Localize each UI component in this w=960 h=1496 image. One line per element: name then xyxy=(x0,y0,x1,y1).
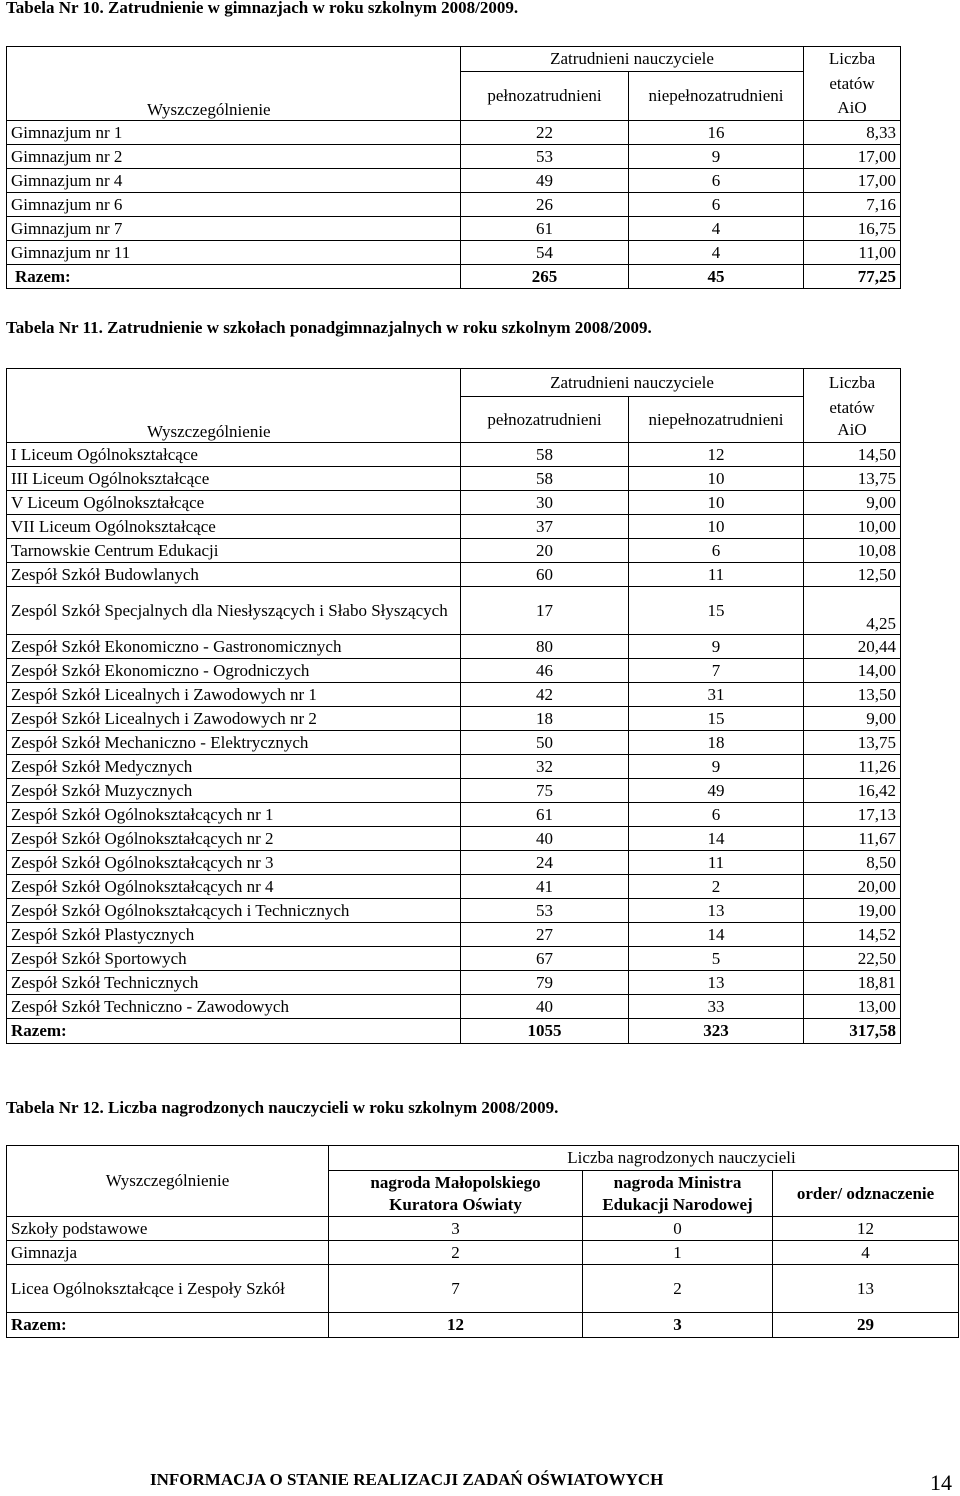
row-etaty: 17,13 xyxy=(804,803,901,827)
row-full: 58 xyxy=(461,467,629,491)
table12-header-group: Liczba nagrodzonych nauczycieli xyxy=(329,1146,959,1171)
row-full: 40 xyxy=(461,827,629,851)
row-name: Zespół Szkół Muzycznych xyxy=(7,779,461,803)
table10-total-part: 45 xyxy=(629,265,804,289)
row-full: 58 xyxy=(461,443,629,467)
table-row xyxy=(7,635,901,659)
row-full: 50 xyxy=(461,731,629,755)
row-etaty: 14,50 xyxy=(804,443,901,467)
table-row xyxy=(7,707,901,731)
table10-total-label: Razem: xyxy=(7,265,461,289)
table11-header-full: pełnozatrudnieni xyxy=(461,397,629,443)
table-row xyxy=(7,121,901,145)
row-etaty: 13,75 xyxy=(804,467,901,491)
row-full: 49 xyxy=(461,169,629,193)
table11-total-row xyxy=(7,1019,901,1044)
row-name: Gimnazja xyxy=(7,1241,329,1265)
row-etaty: 4,25 xyxy=(804,587,901,635)
table10-total-row xyxy=(7,265,901,289)
table11-header-liczba: Liczba xyxy=(804,369,901,397)
row-full: 60 xyxy=(461,563,629,587)
table-row xyxy=(7,563,901,587)
row-etaty: 20,00 xyxy=(804,875,901,899)
row-etaty: 19,00 xyxy=(804,899,901,923)
page-number: 14 xyxy=(930,1470,952,1495)
row-full: 79 xyxy=(461,971,629,995)
table-row xyxy=(7,1241,959,1265)
row-etaty: 10,08 xyxy=(804,539,901,563)
row-part: 4 xyxy=(629,217,804,241)
table-row xyxy=(7,515,901,539)
row-part: 33 xyxy=(629,995,804,1019)
row-name: Zespół Szkół Techniczno - Zawodowych xyxy=(7,995,461,1019)
row-part: 9 xyxy=(629,755,804,779)
row-full: 18 xyxy=(461,707,629,731)
table-row xyxy=(7,899,901,923)
row-c: 4 xyxy=(773,1241,959,1265)
table-row xyxy=(7,755,901,779)
row-part: 7 xyxy=(629,659,804,683)
row-etaty: 13,00 xyxy=(804,995,901,1019)
table12-total-b: 3 xyxy=(583,1313,773,1338)
row-part: 10 xyxy=(629,491,804,515)
row-name: Zespół Szkół Licealnych i Zawodowych nr 2 xyxy=(7,707,461,731)
row-etaty: 9,00 xyxy=(804,491,901,515)
table-row xyxy=(7,803,901,827)
table10 xyxy=(6,46,901,289)
row-part: 14 xyxy=(629,923,804,947)
row-full: 61 xyxy=(461,217,629,241)
row-etaty: 20,44 xyxy=(804,635,901,659)
table-row xyxy=(7,779,901,803)
table-row xyxy=(7,193,901,217)
row-part: 6 xyxy=(629,803,804,827)
row-full: 80 xyxy=(461,635,629,659)
row-full: 30 xyxy=(461,491,629,515)
row-full: 27 xyxy=(461,923,629,947)
table12-header-col1: nagroda Małopolskiego Kuratora Oświaty xyxy=(329,1171,583,1217)
row-part: 13 xyxy=(629,899,804,923)
row-name: Gimnazjum nr 2 xyxy=(7,145,461,169)
row-b: 1 xyxy=(583,1241,773,1265)
row-name: Szkoły podstawowe xyxy=(7,1217,329,1241)
row-full: 53 xyxy=(461,145,629,169)
row-full: 20 xyxy=(461,539,629,563)
table12-header-col3: order/ odznaczenie xyxy=(773,1171,959,1217)
row-name: Zespół Szkół Budowlanych xyxy=(7,563,461,587)
row-name: Gimnazjum nr 4 xyxy=(7,169,461,193)
table10-header-liczba: Liczba xyxy=(804,47,901,72)
table11-total-label: Razem: xyxy=(7,1019,461,1044)
table-row xyxy=(7,169,901,193)
row-part: 14 xyxy=(629,827,804,851)
row-name: Zespół Szkół Medycznych xyxy=(7,755,461,779)
row-etaty: 11,26 xyxy=(804,755,901,779)
row-etaty: 18,81 xyxy=(804,971,901,995)
table12-header-name: Wyszczególnienie xyxy=(7,1146,329,1217)
table11 xyxy=(6,368,901,1044)
row-etaty: 8,33 xyxy=(804,121,901,145)
table10-caption: Tabela Nr 10. Zatrudnienie w gimnazjach w roku szkolnym 2008/2009. xyxy=(6,0,519,17)
table10-total-full: 265 xyxy=(461,265,629,289)
row-part: 15 xyxy=(629,707,804,731)
row-name: Zespół Szkół Technicznych xyxy=(7,971,461,995)
row-part: 18 xyxy=(629,731,804,755)
row-full: 53 xyxy=(461,899,629,923)
row-name: I Liceum Ogólnokształcące xyxy=(7,443,461,467)
row-part: 31 xyxy=(629,683,804,707)
table10-header-part: niepełnozatrudnieni xyxy=(629,72,804,121)
row-part: 9 xyxy=(629,145,804,169)
row-part: 6 xyxy=(629,539,804,563)
row-name: Zespół Szkół Ogólnokształcących nr 3 xyxy=(7,851,461,875)
table11-total-etaty: 317,58 xyxy=(804,1019,901,1044)
row-etaty: 12,50 xyxy=(804,563,901,587)
table12-total-label: Razem: xyxy=(7,1313,329,1338)
row-name: Gimnazjum nr 7 xyxy=(7,217,461,241)
row-full: 67 xyxy=(461,947,629,971)
row-part: 2 xyxy=(629,875,804,899)
row-name: Gimnazjum nr 6 xyxy=(7,193,461,217)
row-part: 13 xyxy=(629,971,804,995)
row-full: 26 xyxy=(461,193,629,217)
row-c: 12 xyxy=(773,1217,959,1241)
table12 xyxy=(6,1145,959,1338)
table12-header-col2: nagroda Ministra Edukacji Narodowej xyxy=(583,1171,773,1217)
row-a: 3 xyxy=(329,1217,583,1241)
row-name: Zespół Szkół Ogólnokształcących nr 4 xyxy=(7,875,461,899)
row-name: Zespół Szkół Sportowych xyxy=(7,947,461,971)
table11-total-part: 323 xyxy=(629,1019,804,1044)
row-name: Zespół Szkół Ogólnokształcących nr 1 xyxy=(7,803,461,827)
table-row xyxy=(7,875,901,899)
row-full: 61 xyxy=(461,803,629,827)
table-row xyxy=(7,995,901,1019)
row-name: Gimnazjum nr 11 xyxy=(7,241,461,265)
row-part: 6 xyxy=(629,193,804,217)
table10-header-full: pełnozatrudnieni xyxy=(461,72,629,121)
table11-caption: Tabela Nr 11. Zatrudnienie w szkołach ponadgimnazjalnych w roku szkolnym 2008/2009. xyxy=(6,318,652,337)
row-etaty: 8,50 xyxy=(804,851,901,875)
row-name: Gimnazjum nr 1 xyxy=(7,121,461,145)
table-row xyxy=(7,731,901,755)
table-row xyxy=(7,241,901,265)
row-name: V Liceum Ogólnokształcące xyxy=(7,491,461,515)
row-part: 12 xyxy=(629,443,804,467)
row-part: 49 xyxy=(629,779,804,803)
row-a: 2 xyxy=(329,1241,583,1265)
table11-total-full: 1055 xyxy=(461,1019,629,1044)
table12-caption: Tabela Nr 12. Liczba nagrodzonych nauczycieli w roku szkolnym 2008/2009. xyxy=(6,1098,559,1117)
row-part: 6 xyxy=(629,169,804,193)
row-name: VII Liceum Ogólnokształcące xyxy=(7,515,461,539)
row-part: 5 xyxy=(629,947,804,971)
row-full: 42 xyxy=(461,683,629,707)
table-row xyxy=(7,1217,959,1241)
table-row xyxy=(7,659,901,683)
row-etaty: 13,75 xyxy=(804,731,901,755)
row-etaty: 14,00 xyxy=(804,659,901,683)
table11-header-part: niepełnozatrudnieni xyxy=(629,397,804,443)
table-row xyxy=(7,491,901,515)
row-name: III Liceum Ogólnokształcące xyxy=(7,467,461,491)
table-row xyxy=(7,851,901,875)
table-row xyxy=(7,145,901,169)
row-full: 40 xyxy=(461,995,629,1019)
table11-header-group: Zatrudnieni nauczyciele xyxy=(461,369,804,397)
row-full: 75 xyxy=(461,779,629,803)
table-row xyxy=(7,587,901,635)
table10-total-etaty: 77,25 xyxy=(804,265,901,289)
row-etaty: 22,50 xyxy=(804,947,901,971)
row-name: Zespół Szkół Plastycznych xyxy=(7,923,461,947)
row-c: 13 xyxy=(773,1265,959,1313)
row-part: 11 xyxy=(629,851,804,875)
row-etaty: 17,00 xyxy=(804,145,901,169)
row-name: Tarnowskie Centrum Edukacji xyxy=(7,539,461,563)
table10-header-name: Wyszczególnienie xyxy=(7,47,461,121)
row-name: Zespół Szkół Ekonomiczno - Ogrodniczych xyxy=(7,659,461,683)
table10-header-etatow: etatów xyxy=(804,72,901,97)
row-a: 7 xyxy=(329,1265,583,1313)
row-full: 41 xyxy=(461,875,629,899)
row-etaty: 17,00 xyxy=(804,169,901,193)
table12-total-row xyxy=(7,1313,959,1338)
row-name: Zespół Szkół Ogólnokształcących nr 2 xyxy=(7,827,461,851)
table-row xyxy=(7,1265,959,1313)
table-row xyxy=(7,827,901,851)
row-part: 11 xyxy=(629,563,804,587)
row-etaty: 7,16 xyxy=(804,193,901,217)
row-etaty: 9,00 xyxy=(804,707,901,731)
row-full: 24 xyxy=(461,851,629,875)
row-etaty: 14,52 xyxy=(804,923,901,947)
row-part: 4 xyxy=(629,241,804,265)
row-etaty: 11,00 xyxy=(804,241,901,265)
table-row xyxy=(7,539,901,563)
table-row xyxy=(7,923,901,947)
row-etaty: 13,50 xyxy=(804,683,901,707)
row-part: 10 xyxy=(629,467,804,491)
row-b: 0 xyxy=(583,1217,773,1241)
row-full: 54 xyxy=(461,241,629,265)
table11-header-etatow-aio: etatów AiO xyxy=(804,397,901,443)
row-full: 17 xyxy=(461,587,629,635)
table-row xyxy=(7,683,901,707)
table12-total-a: 12 xyxy=(329,1313,583,1338)
row-name: Zespół Szkół Ogólnokształcących i Technicznych xyxy=(7,899,461,923)
row-name: Zespół Szkół Licealnych i Zawodowych nr 1 xyxy=(7,683,461,707)
table11-header-name: Wyszczególnienie xyxy=(7,369,461,443)
row-full: 46 xyxy=(461,659,629,683)
table12-total-c: 29 xyxy=(773,1313,959,1338)
row-etaty: 16,42 xyxy=(804,779,901,803)
row-part: 15 xyxy=(629,587,804,635)
row-name: Zespół Szkół Mechaniczno - Elektrycznych xyxy=(7,731,461,755)
table-row xyxy=(7,467,901,491)
row-full: 22 xyxy=(461,121,629,145)
row-name: Zespół Szkół Ekonomiczno - Gastronomicznych xyxy=(7,635,461,659)
row-etaty: 16,75 xyxy=(804,217,901,241)
table10-header-aio: AiO xyxy=(804,97,901,121)
row-part: 10 xyxy=(629,515,804,539)
row-etaty: 11,67 xyxy=(804,827,901,851)
page-footer: INFORMACJA O STANIE REALIZACJI ZADAŃ OŚWIATOWYCH xyxy=(150,1470,664,1489)
table-row xyxy=(7,947,901,971)
table-row xyxy=(7,443,901,467)
row-part: 9 xyxy=(629,635,804,659)
row-full: 32 xyxy=(461,755,629,779)
row-etaty: 10,00 xyxy=(804,515,901,539)
row-part: 16 xyxy=(629,121,804,145)
row-full: 37 xyxy=(461,515,629,539)
table10-header-group: Zatrudnieni nauczyciele xyxy=(461,47,804,72)
row-b: 2 xyxy=(583,1265,773,1313)
row-name: Zespól Szkół Specjalnych dla Niesłyszących i Słabo Słyszących xyxy=(7,587,461,635)
row-name: Licea Ogólnokształcące i Zespoły Szkół xyxy=(7,1265,329,1313)
table-row xyxy=(7,971,901,995)
table-row xyxy=(7,217,901,241)
